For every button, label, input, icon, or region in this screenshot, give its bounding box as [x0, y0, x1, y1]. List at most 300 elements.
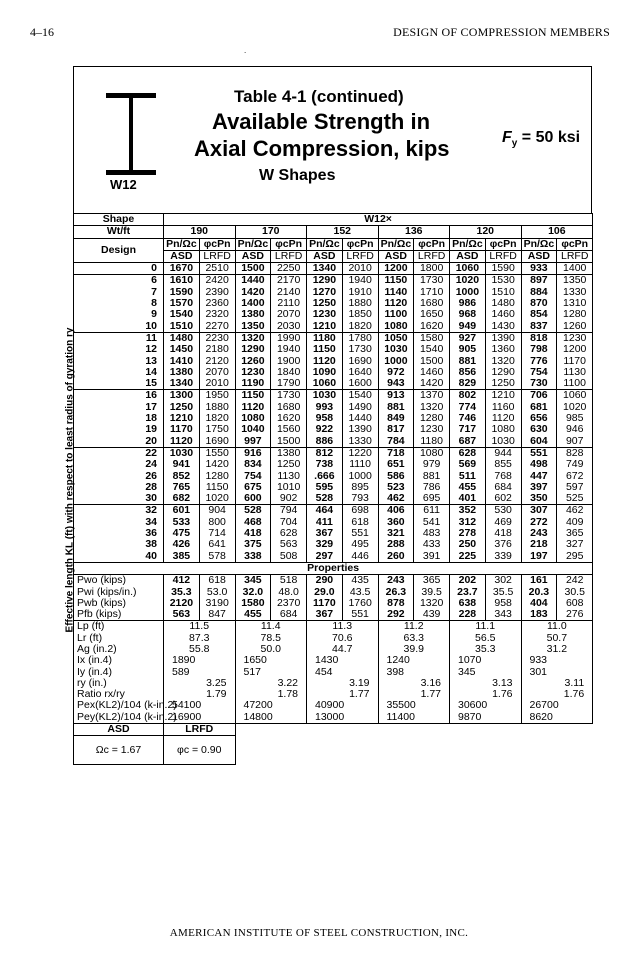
strength-value: 1680 [414, 298, 450, 309]
table-title-line1: Available Strength in [212, 109, 431, 134]
strength-value: 1500 [235, 263, 271, 275]
strength-value: 563 [271, 539, 307, 550]
strength-value: 533 [164, 517, 200, 528]
asd-label: ASD [378, 250, 414, 262]
strength-value: 884 [521, 287, 557, 298]
property-value: 3.19 [307, 678, 379, 689]
property-value: 50.0 [235, 644, 307, 655]
strength-value: 817 [378, 424, 414, 435]
strength-value: 1350 [557, 275, 593, 287]
table-row [74, 263, 593, 275]
property-value: 412 [164, 575, 200, 587]
strength-value: 433 [414, 539, 450, 550]
col-asd-symbol: Pn/Ωc [521, 238, 557, 250]
property-value: 933 [521, 655, 593, 666]
strength-value: 1090 [307, 367, 343, 378]
strength-value: 528 [235, 505, 271, 517]
strength-value: 913 [378, 390, 414, 402]
strength-value: 1500 [414, 356, 450, 367]
strength-value: 495 [342, 539, 378, 550]
strength-value: 578 [199, 551, 235, 563]
strength-value: 2110 [271, 298, 307, 309]
strength-value: 508 [271, 551, 307, 563]
strength-value: 385 [164, 551, 200, 563]
strength-value: 1110 [342, 459, 378, 470]
strength-value: 1620 [271, 413, 307, 424]
property-value: 435 [342, 575, 378, 587]
property-label: Iy (in.4) [74, 667, 164, 678]
strength-value: 641 [199, 539, 235, 550]
strength-value: 1380 [271, 447, 307, 459]
strength-value: 307 [521, 505, 557, 517]
property-value: 9870 [450, 712, 522, 724]
col-lrfd-symbol: φcPn [199, 238, 235, 250]
strength-value: 1380 [235, 309, 271, 320]
property-value: 11.3 [307, 621, 379, 633]
col-asd-symbol: Pn/Ωc [450, 238, 486, 250]
strength-value: 288 [378, 539, 414, 550]
strength-value: 360 [378, 517, 414, 528]
strength-value: 1510 [485, 287, 521, 298]
property-value: 518 [271, 575, 307, 587]
property-value: 1580 [235, 598, 271, 609]
table-row [74, 667, 593, 678]
strength-value: 1950 [199, 390, 235, 402]
strength-value: 2120 [199, 356, 235, 367]
strength-value: 1290 [485, 367, 521, 378]
property-value: 54100 [164, 700, 236, 711]
table-title-line2: Axial Compression, kips [194, 136, 450, 161]
strength-value: 1280 [557, 309, 593, 320]
strength-value: 628 [271, 528, 307, 539]
strength-value: 295 [557, 551, 593, 563]
lrfd-label: LRFD [199, 250, 235, 262]
strength-value: 765 [164, 482, 200, 493]
strength-value: 1180 [307, 332, 343, 344]
strength-value: 776 [521, 356, 557, 367]
property-label: Ratio rx/ry [74, 689, 164, 700]
strength-value: 1120 [307, 356, 343, 367]
strength-value: 1370 [414, 390, 450, 402]
table-row [74, 390, 593, 402]
properties-header: Properties [74, 562, 593, 574]
strength-value: 1150 [235, 390, 271, 402]
strength-value: 600 [235, 493, 271, 505]
strength-value: 1010 [271, 482, 307, 493]
property-value: 302 [485, 575, 521, 587]
strength-value: 675 [235, 482, 271, 493]
property-value: 43.5 [342, 587, 378, 598]
property-value: 11.1 [450, 621, 522, 633]
strength-value: 837 [521, 321, 557, 333]
strength-value: 1320 [235, 332, 271, 344]
strength-value: 829 [450, 378, 486, 390]
strength-value: 1130 [271, 471, 307, 482]
strength-value: 916 [235, 447, 271, 459]
strength-value: 2030 [271, 321, 307, 333]
strength-value: 350 [521, 493, 557, 505]
strength-value: 352 [450, 505, 486, 517]
kl-value: 7 [74, 287, 164, 298]
strength-value: 1080 [378, 321, 414, 333]
table-row [74, 344, 593, 355]
strength-value: 1580 [414, 332, 450, 344]
strength-value: 1530 [485, 275, 521, 287]
strength-value: 312 [450, 517, 486, 528]
strength-value: 365 [557, 528, 593, 539]
strength-value: 856 [450, 367, 486, 378]
strength-value: 2180 [199, 344, 235, 355]
property-value: 301 [521, 667, 593, 678]
property-value: 26700 [521, 700, 593, 711]
table-row [74, 598, 593, 609]
shape-value: W12× [164, 214, 593, 226]
property-value: 26.3 [378, 587, 414, 598]
strength-value: 1880 [342, 298, 378, 309]
weight-header: 120 [450, 226, 522, 238]
property-value: 3.22 [235, 678, 307, 689]
strength-value: 895 [342, 482, 378, 493]
kl-value: 30 [74, 493, 164, 505]
strength-value: 401 [450, 493, 486, 505]
strength-value: 418 [485, 528, 521, 539]
strength-value: 2270 [199, 321, 235, 333]
property-value: 35500 [378, 700, 450, 711]
strength-value: 768 [485, 471, 521, 482]
strength-value: 1840 [271, 367, 307, 378]
strength-value: 941 [164, 459, 200, 470]
strength-value: 1680 [271, 402, 307, 413]
strength-value: 993 [307, 402, 343, 413]
strength-value: 2070 [271, 309, 307, 320]
strength-value: 1030 [307, 390, 343, 402]
property-label: Pwi (kips/in.) [74, 587, 164, 598]
kl-value: 10 [74, 321, 164, 333]
strength-value: 297 [307, 551, 343, 563]
kl-value: 34 [74, 517, 164, 528]
kl-value: 36 [74, 528, 164, 539]
table-row [74, 238, 593, 250]
strength-value: 1210 [164, 413, 200, 424]
strength-value: 447 [521, 471, 557, 482]
property-value: 35.3 [164, 587, 200, 598]
strength-value: 1440 [235, 275, 271, 287]
property-value: 847 [199, 609, 235, 621]
strength-value: 854 [521, 309, 557, 320]
axis-label: Effective length KL (ft) with respect to least radius of gyration ry [64, 327, 76, 633]
property-value: 2370 [271, 598, 307, 609]
strength-value: 794 [271, 505, 307, 517]
strength-value: 391 [414, 551, 450, 563]
strength-value: 411 [307, 517, 343, 528]
property-value: 345 [450, 667, 522, 678]
strength-value: 595 [307, 482, 343, 493]
strength-value: 1120 [164, 436, 200, 448]
strength-value: 997 [235, 436, 271, 448]
table-subtitle: Table 4-1 (continued) [234, 87, 404, 106]
strength-value: 1400 [235, 298, 271, 309]
property-value: 3.13 [450, 678, 522, 689]
strength-value: 2360 [199, 298, 235, 309]
property-value: 1430 [307, 655, 379, 666]
strength-value: 551 [521, 447, 557, 459]
strength-value: 682 [164, 493, 200, 505]
strength-value: 1430 [485, 321, 521, 333]
strength-value: 628 [450, 447, 486, 459]
strength-value: 706 [521, 390, 557, 402]
strength-value: 1060 [557, 390, 593, 402]
table-row [74, 505, 593, 517]
strength-value: 1490 [342, 402, 378, 413]
kl-value: 14 [74, 367, 164, 378]
strength-value: 1570 [164, 298, 200, 309]
strength-value: 1940 [271, 344, 307, 355]
strength-value: 828 [557, 447, 593, 459]
property-value: 11.4 [235, 621, 307, 633]
table-row [74, 655, 593, 666]
strength-value: 946 [557, 424, 593, 435]
strength-value: 469 [485, 517, 521, 528]
strength-value: 1410 [164, 356, 200, 367]
strength-value: 1260 [235, 356, 271, 367]
strength-value: 1590 [164, 287, 200, 298]
strength-value: 1540 [414, 344, 450, 355]
strength-value: 1940 [342, 275, 378, 287]
property-value: 63.3 [378, 633, 450, 644]
strength-value: 902 [271, 493, 307, 505]
property-value: 78.5 [235, 633, 307, 644]
strength-value: .666 [307, 471, 343, 482]
property-value: 345 [235, 575, 271, 587]
strength-value: 793 [342, 493, 378, 505]
weight-header: 190 [164, 226, 236, 238]
strength-value: 409 [557, 517, 593, 528]
strength-value: 2320 [199, 309, 235, 320]
strength-value: 1180 [414, 436, 450, 448]
strength-value: 746 [450, 413, 486, 424]
property-value: 608 [557, 598, 593, 609]
strength-value: 1030 [378, 344, 414, 355]
property-value: 958 [485, 598, 521, 609]
strength-value: 1290 [307, 275, 343, 287]
kl-value: 11 [74, 332, 164, 344]
strength-value: 329 [307, 539, 343, 550]
strength-value: 498 [521, 459, 557, 470]
kl-value: 6 [74, 275, 164, 287]
footer-spacer [235, 724, 593, 736]
strength-value: 2170 [271, 275, 307, 287]
strength-value: 672 [557, 471, 593, 482]
strength-value: 260 [378, 551, 414, 563]
property-value: 11.5 [164, 621, 236, 633]
strength-value: 986 [450, 298, 486, 309]
property-value: 183 [521, 609, 557, 621]
property-value: 50.7 [521, 633, 593, 644]
strength-value: 462 [557, 505, 593, 517]
property-value: 32.0 [235, 587, 271, 598]
strength-value: 1560 [271, 424, 307, 435]
property-value: 243 [378, 575, 414, 587]
property-value: 276 [557, 609, 593, 621]
strength-value: 1730 [271, 390, 307, 402]
strength-value: 985 [557, 413, 593, 424]
property-value: 53.0 [199, 587, 235, 598]
strength-value: 1210 [485, 390, 521, 402]
strength-value: 367 [307, 528, 343, 539]
property-value: 1760 [342, 598, 378, 609]
strength-value: 786 [414, 482, 450, 493]
kl-value: 15 [74, 378, 164, 390]
strength-value: 1820 [342, 321, 378, 333]
property-value: 11.0 [521, 621, 593, 633]
strength-value: 656 [521, 413, 557, 424]
strength-value: 483 [414, 528, 450, 539]
strength-value: 1150 [378, 275, 414, 287]
strength-value: 1480 [485, 298, 521, 309]
property-value: 161 [521, 575, 557, 587]
property-value: 3.25 [164, 678, 236, 689]
property-label: Pwb (kips) [74, 598, 164, 609]
strength-value: 704 [271, 517, 307, 528]
table-row [74, 378, 593, 390]
table-row [74, 551, 593, 563]
strength-value: 1670 [164, 263, 200, 275]
lrfd-label: LRFD [485, 250, 521, 262]
strength-value: 321 [378, 528, 414, 539]
strength-value: 1250 [307, 298, 343, 309]
strength-value: 687 [450, 436, 486, 448]
kl-value: 8 [74, 298, 164, 309]
strength-value: 604 [521, 436, 557, 448]
strength-value: 1030 [485, 436, 521, 448]
strength-value: 852 [164, 471, 200, 482]
strength-value: 698 [342, 505, 378, 517]
kl-value: 13 [74, 356, 164, 367]
strength-value: 1540 [164, 309, 200, 320]
strength-value: 944 [485, 447, 521, 459]
table-row [74, 575, 593, 587]
kl-value: 24 [74, 459, 164, 470]
property-value: 8620 [521, 712, 593, 724]
strength-value: 1540 [342, 390, 378, 402]
strength-value: 1340 [307, 263, 343, 275]
strength-value: 905 [450, 344, 486, 355]
property-label: Pwo (kips) [74, 575, 164, 587]
kl-value: 26 [74, 471, 164, 482]
strength-value: 922 [307, 424, 343, 435]
strength-value: 798 [521, 344, 557, 355]
strength-value: 818 [521, 332, 557, 344]
property-value: 44.7 [307, 644, 379, 655]
strength-value: 1690 [342, 356, 378, 367]
property-value: 14800 [235, 712, 307, 724]
strength-value: 1280 [414, 413, 450, 424]
strength-value: 1150 [199, 482, 235, 493]
strength-value: 1610 [164, 275, 200, 287]
strength-value: 1880 [199, 402, 235, 413]
strength-value: 1320 [414, 402, 450, 413]
property-value: 398 [378, 667, 450, 678]
strength-value: 1790 [271, 378, 307, 390]
strength-value: 1250 [485, 378, 521, 390]
property-label: ry (in.) [74, 678, 164, 689]
property-value: 1890 [164, 655, 236, 666]
property-value: 30600 [450, 700, 522, 711]
strength-value: 530 [485, 505, 521, 517]
col-asd-symbol: Pn/Ωc [307, 238, 343, 250]
section-title: DESIGN OF COMPRESSION MEMBERS [393, 25, 610, 39]
lrfd-label: LRFD [414, 250, 450, 262]
strength-value: 684 [485, 482, 521, 493]
property-value: 1.78 [235, 689, 307, 700]
strength-value: 1060 [450, 263, 486, 275]
strength-value: 927 [450, 332, 486, 344]
strength-value: 406 [378, 505, 414, 517]
property-value: 56.5 [450, 633, 522, 644]
kl-value: 12 [74, 344, 164, 355]
strength-value: 1550 [199, 447, 235, 459]
strength-value: 1510 [164, 321, 200, 333]
col-lrfd-symbol: φcPn [414, 238, 450, 250]
property-value: 55.8 [164, 644, 236, 655]
strength-value: 618 [342, 517, 378, 528]
strength-value: 1460 [485, 309, 521, 320]
lrfd-label: LRFD [271, 250, 307, 262]
kl-value: 17 [74, 402, 164, 413]
property-value: 40900 [307, 700, 379, 711]
property-value: 47200 [235, 700, 307, 711]
property-value: 70.6 [307, 633, 379, 644]
kl-value: 20 [74, 436, 164, 448]
strength-value: 1730 [414, 275, 450, 287]
strength-value: 870 [521, 298, 557, 309]
table-row [74, 493, 593, 505]
strength-value: 569 [450, 459, 486, 470]
property-value: 2120 [164, 598, 200, 609]
asd-label: ASD [307, 250, 343, 262]
kl-value: 40 [74, 551, 164, 563]
strength-value: 802 [450, 390, 486, 402]
strength-value: 738 [307, 459, 343, 470]
col-asd-symbol: Pn/Ωc [164, 238, 200, 250]
property-value: 87.3 [164, 633, 236, 644]
shape-label: W12 [110, 177, 137, 192]
strength-value: 464 [307, 505, 343, 517]
strength-value: 1080 [485, 424, 521, 435]
strength-value: 1350 [235, 321, 271, 333]
strength-value: 551 [342, 528, 378, 539]
property-value: 684 [271, 609, 307, 621]
strength-value: 1390 [342, 424, 378, 435]
strength-value: 1380 [164, 367, 200, 378]
strength-value: 1130 [557, 367, 593, 378]
lrfd-footer-label: LRFD [164, 724, 236, 736]
strength-value: 730 [521, 378, 557, 390]
strength-value: 1170 [557, 356, 593, 367]
strength-value: 2070 [199, 367, 235, 378]
strength-value: 327 [557, 539, 593, 550]
property-value: 589 [164, 667, 236, 678]
property-value: 1650 [235, 655, 307, 666]
strength-value: 907 [557, 436, 593, 448]
strength-value: 1000 [342, 471, 378, 482]
strength-value: 1900 [271, 356, 307, 367]
strength-value: 1420 [199, 459, 235, 470]
table-row [74, 609, 593, 621]
strength-value: 1000 [378, 356, 414, 367]
property-value: 1.77 [307, 689, 379, 700]
property-label: Pfb (kips) [74, 609, 164, 621]
